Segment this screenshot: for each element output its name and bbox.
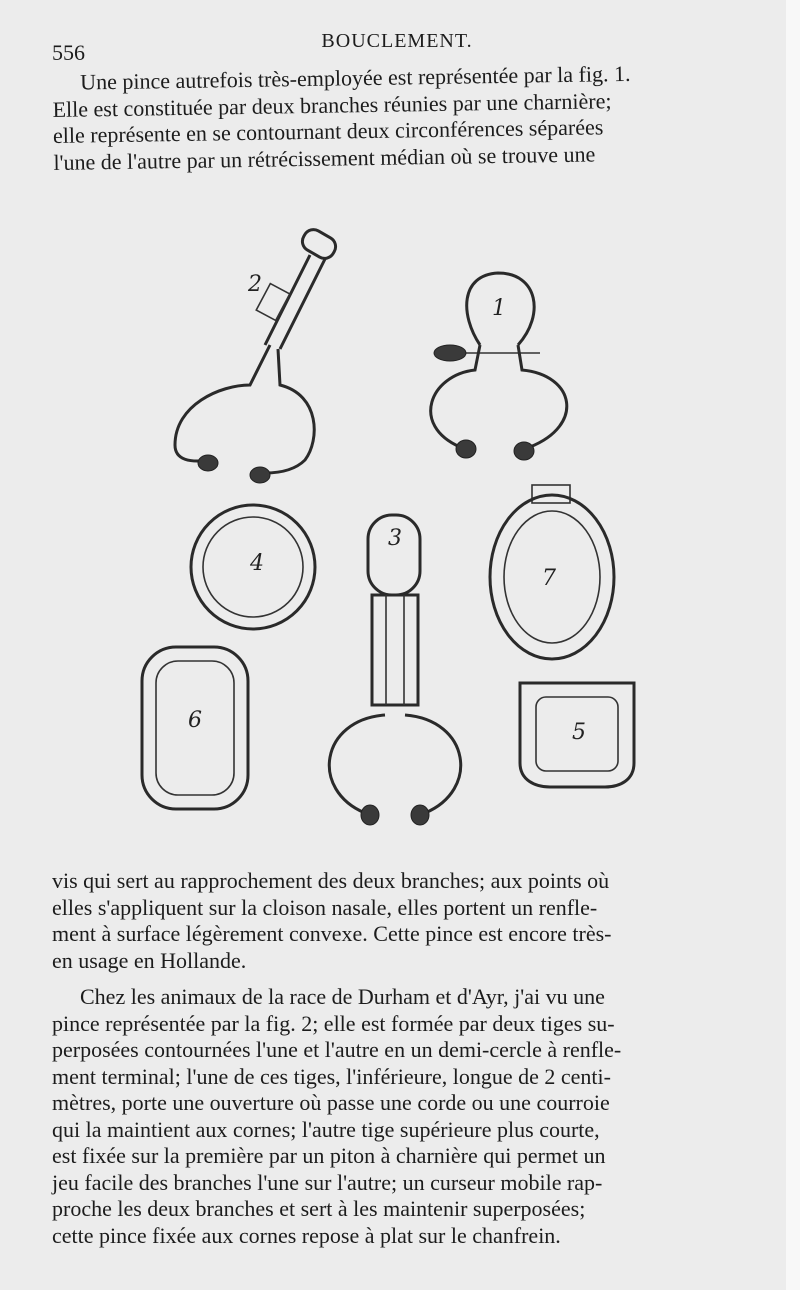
paragraph-intro bbox=[52, 59, 726, 176]
text-line: cette pince fixée aux cornes repose à plat sur le chanfrein. bbox=[52, 1222, 561, 1248]
text-line: en usage en Hollande. bbox=[52, 947, 247, 973]
text-line: perposées contournées l'une et l'autre en un demi-cercle à renfle- bbox=[52, 1037, 622, 1062]
figure-label: 5 bbox=[572, 720, 586, 745]
figure-plate bbox=[120, 215, 660, 835]
figure-2-tongs bbox=[175, 226, 339, 483]
text-line: ment à surface légèrement convexe. Cette pince est encore très- bbox=[52, 921, 612, 946]
text-line: qui la maintient aux cornes; l'autre tige supérieure plus courte, bbox=[52, 1116, 600, 1142]
text-line: ment terminal; l'une de ces tiges, l'inférieure, longue de 2 centi- bbox=[52, 1063, 611, 1089]
text-line: Chez les animaux de la race de Durham et d'Ayr, j'ai vu une bbox=[80, 984, 605, 1009]
text-line: elle représente en se contournant deux circonférences séparées bbox=[52, 114, 604, 148]
figure-label: 3 bbox=[388, 526, 402, 551]
pincers-illustration bbox=[120, 215, 660, 835]
paragraph-durham bbox=[52, 984, 724, 1249]
text-line: pince représentée par la fig. 2; elle est formée par deux tiges su- bbox=[52, 1010, 615, 1036]
text-line: elles s'appliquent sur la cloison nasale, elles portent un renfle- bbox=[52, 894, 598, 920]
text-line: proche les deux branches et sert à les maintenir superposées; bbox=[52, 1196, 586, 1221]
paragraph-continuation bbox=[52, 868, 724, 974]
figure-label: 2 bbox=[248, 272, 262, 297]
page-header bbox=[52, 30, 742, 65]
running-title: BOUCLEMENT. bbox=[321, 30, 473, 52]
figure-label: 7 bbox=[542, 566, 556, 591]
figure-label: 1 bbox=[492, 296, 506, 321]
text-line: mètres, porte une ouverture où passe une corde ou une courroie bbox=[52, 1090, 610, 1115]
text-line: l'une de l'autre par un rétrécissement médian où se trouve une bbox=[53, 140, 596, 175]
figure-label: 4 bbox=[250, 551, 264, 576]
text-line: Une pince autrefois très-employée est représentée par la fig. 1. bbox=[79, 60, 631, 95]
page-number: 556 bbox=[52, 40, 85, 65]
page-edge bbox=[786, 0, 800, 1290]
text-line: est fixée sur la première par un piton à charnière qui permet un bbox=[52, 1143, 606, 1168]
figure-label: 6 bbox=[188, 708, 202, 733]
figure-3-screw-pincer bbox=[329, 515, 460, 825]
text-line: jeu facile des branches l'une sur l'autre; un curseur mobile rap- bbox=[52, 1169, 603, 1195]
text-line: vis qui sert au rapprochement des deux branches; aux points où bbox=[52, 868, 610, 893]
text-line: Elle est constituée par deux branches réunies par une charnière; bbox=[52, 87, 612, 122]
